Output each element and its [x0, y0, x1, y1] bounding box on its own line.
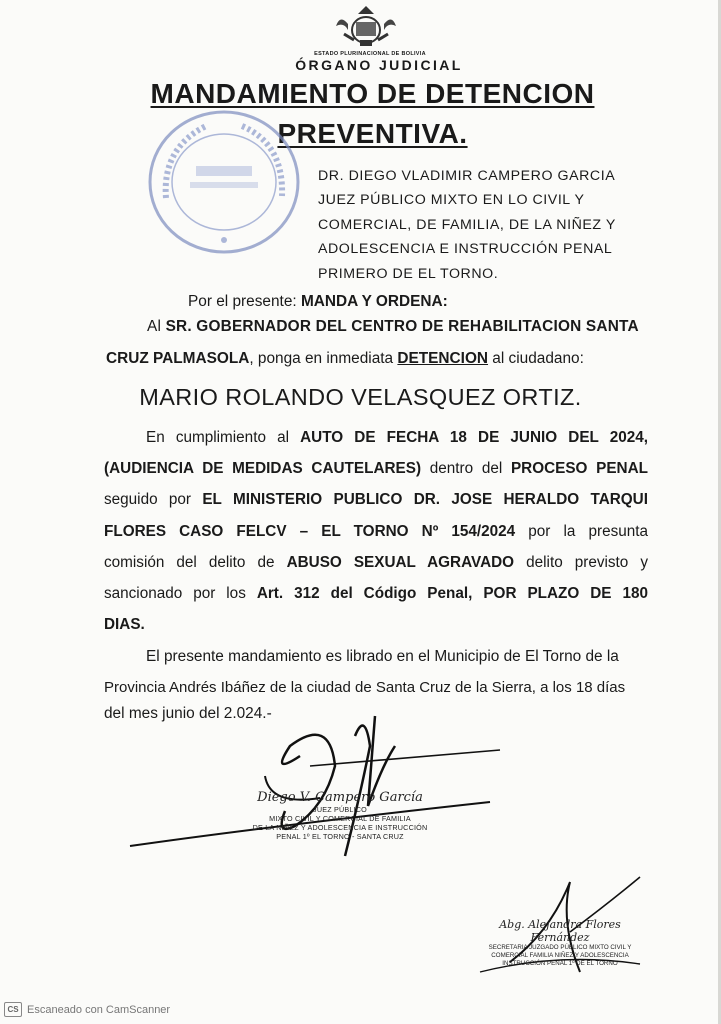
para-line: sancionado por los Art. 312 del Código Penal, POR PLAZO DE 180: [104, 585, 648, 603]
judge-block: [318, 164, 658, 286]
para-line: seguido por EL MINISTERIO PUBLICO DR. JOSE HERALDO TARQUI: [104, 491, 648, 509]
secretary-stamp-name: Abg. Alejandra Flores Fernández: [499, 918, 621, 944]
coat-of-arms-icon: [334, 4, 398, 48]
scanner-watermark: [4, 1002, 170, 1017]
judge-stamp: Diego V. Campero García JUEZ PÚBLICO MIXTO CIVIL Y COMERCIAL DE FAMILIA DE LA NIÑEZ Y ADOLESCENCIA E INSTRUCCIÓN PENAL 1º EL TORNO - SANTA CRUZ: [240, 790, 440, 841]
issuance-line: Provincia Andrés Ibáñez de la ciudad de Santa Cruz de la Sierra, a los 18 días: [104, 679, 626, 696]
order-recipient: Al SR. GOBERNADOR DEL CENTRO DE REHABILITACION SANTA: [147, 318, 639, 335]
court-seal-icon: [146, 108, 302, 256]
secretary-stamp: Abg. Alejandra Flores Fernández SECRETARIA JUZGADO PÚBLICO MIXTO CIVIL Y COMERCIAL FAMILIA NIÑEZ Y ADOLESCENCIA INSTRUCCIÓN PENAL 1º DE EL TORNO: [480, 918, 640, 968]
document-title-line2: PREVENTIVA.: [277, 118, 468, 149]
order-intro: Por el presente: MANDA Y ORDENA:: [188, 293, 448, 310]
camscanner-icon: CS: [4, 1002, 22, 1017]
scanner-text: Escaneado con CamScanner: [27, 1003, 171, 1016]
document-title-line1: MANDAMIENTO DE DETENCION: [150, 78, 595, 109]
judge-line: JUEZ PÚBLICO MIXTO EN LO CIVIL Y: [318, 192, 585, 209]
para-line: (AUDIENCIA DE MEDIDAS CAUTELARES) dentro del PROCESO PENAL: [104, 460, 648, 478]
judge-line: COMERCIAL, DE FAMILIA, DE LA NIÑEZ Y: [318, 216, 616, 233]
issuance-date: del mes junio del 2.024.-: [104, 705, 272, 722]
para-line: FLORES CASO FELCV – EL TORNO Nº 154/2024 por la presunta: [104, 522, 649, 540]
para-line: comisión del delito de ABUSO SEXUAL AGRAVADO delito previsto y: [104, 553, 649, 571]
organ-name: ÓRGANO JUDICIAL: [295, 57, 463, 73]
para-line: DIAS.: [104, 616, 145, 634]
accused-name: MARIO ROLANDO VELASQUEZ ORTIZ.: [139, 384, 582, 410]
detention-word: DETENCION: [397, 350, 489, 367]
judge-line: ADOLESCENCIA E INSTRUCCIÓN PENAL: [318, 241, 613, 258]
judge-line: DR. DIEGO VLADIMIR CAMPERO GARCIA: [318, 168, 616, 184]
para-line: En cumplimiento al AUTO DE FECHA 18 DE JUNIO DEL 2024,: [146, 429, 649, 446]
issuance-line: El presente mandamiento es librado en el Municipio de El Torno de la: [146, 648, 619, 665]
state-name: ESTADO PLURINACIONAL DE BOLIVIA: [314, 51, 426, 57]
compliance-paragraph: [104, 422, 648, 640]
judge-stamp-name: Diego V. Campero García: [257, 790, 423, 805]
order-action: CRUZ PALMASOLA, ponga en inmediata DETENCION al ciudadano:: [106, 350, 584, 367]
judge-line: PRIMERO DE EL TORNO.: [318, 265, 499, 282]
